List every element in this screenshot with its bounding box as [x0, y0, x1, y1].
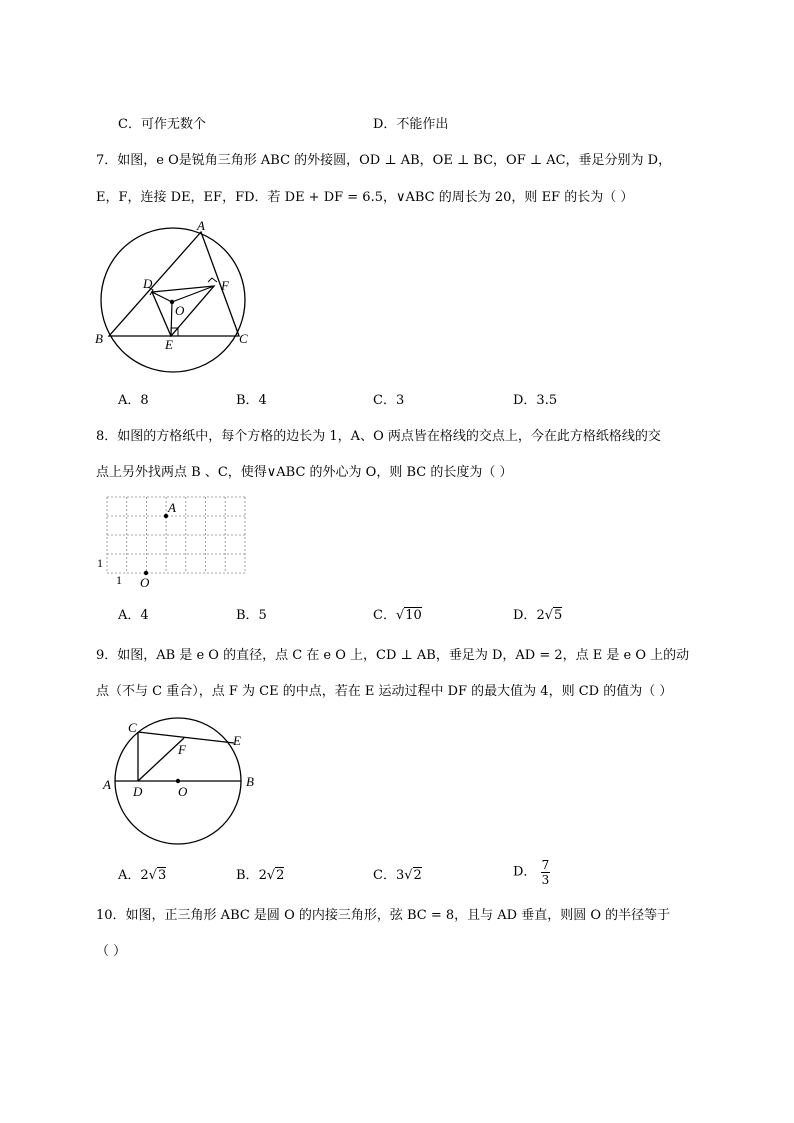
- q7-stem-line1: 7．如图，e O是锐角三角形 ABC 的外接圆，OD ⊥ AB，OE ⊥ BC，OF ⊥ AC，垂足分别为 D，: [96, 153, 672, 168]
- q9-label-E: E: [233, 733, 241, 748]
- fraction-7-3: $\frac{7}{3}$: [541, 858, 550, 887]
- q9-option-d: D． $\frac{7}{3}$: [513, 858, 550, 887]
- q9-stem-line1: 9．如图，AB 是 e O 的直径，点 C 在 e O 上，CD ⊥ AB，垂足为 D，AD = 2，点 E 是 e O 上的动: [96, 648, 690, 663]
- q7-label-F: F: [221, 278, 229, 293]
- q7-label-B: B: [95, 331, 103, 346]
- q8-option-d: D．2√5: [513, 608, 563, 623]
- q6-option-c: C．可作无数个: [118, 117, 206, 132]
- q9-label-D: D: [133, 784, 143, 799]
- q8-label-A: A: [168, 500, 176, 515]
- q10-stem-line2: （ ）: [96, 944, 127, 959]
- q7-label-E: E: [165, 337, 173, 352]
- circumcircle: [101, 228, 245, 372]
- q9-label-C: C: [128, 720, 137, 735]
- q8-option-a: A．4: [118, 608, 149, 623]
- q7-option-c: C．3: [373, 393, 405, 408]
- triangle-abc: [109, 232, 239, 336]
- q7-option-a: A．8: [118, 393, 149, 408]
- q6-option-d: D．不能作出: [373, 117, 449, 132]
- q7-label-C: C: [239, 331, 248, 346]
- q8-label-side-1: 1: [97, 556, 103, 570]
- q8-grid-figure: [95, 494, 255, 589]
- q9-label-F: F: [178, 742, 186, 757]
- q7-option-d: D．3.5: [513, 393, 558, 408]
- grid-lines: [107, 497, 245, 573]
- q9-stem-line2: 点（不与 C 重合），点 F 为 CE 的中点，若在 E 运动过程中 DF 的最大值为 4，则 CD 的值为（ ）: [96, 684, 673, 699]
- q7-label-O: O: [175, 303, 185, 318]
- q9-label-O: O: [178, 784, 188, 799]
- q9-label-B: B: [246, 774, 254, 789]
- q9-option-b: B．2√2: [236, 868, 285, 883]
- q8-label-O: O: [140, 575, 150, 590]
- q8-option-b: B．5: [236, 608, 267, 623]
- q8-stem-line1: 8．如图的方格纸中，每个方格的边长为 1，A、O 两点皆在格线的交点上，今在此方格纸格线的交: [96, 429, 661, 444]
- q10-stem-line1: 10．如图，正三角形 ABC 是圆 O 的内接三角形，弦 BC = 8，且与 AD 垂直，则圆 O 的半径等于: [96, 908, 671, 923]
- q7-option-b: B．4: [236, 393, 267, 408]
- q9-figure: [100, 716, 265, 851]
- q9-label-A: A: [103, 777, 111, 792]
- q8-option-c: C．√10: [373, 608, 422, 623]
- q9-option-c: C．3√2: [373, 868, 422, 883]
- q7-figure: [90, 220, 270, 360]
- q8-stem-line2: 点上另外找两点 B 、C，使得∨ABC 的外心为 O，则 BC 的长度为（ ）: [96, 465, 513, 480]
- q7-label-D: D: [143, 276, 153, 291]
- q7-stem-line2: E，F，连接 DE，EF，FD．若 DE + DF = 6.5，∨ABC 的周长为 20，则 EF 的长为（ ）: [96, 190, 634, 205]
- q7-label-A: A: [197, 218, 205, 233]
- q9-option-a: A．2√3: [118, 868, 167, 883]
- q8-label-bottom-1: 1: [116, 573, 122, 587]
